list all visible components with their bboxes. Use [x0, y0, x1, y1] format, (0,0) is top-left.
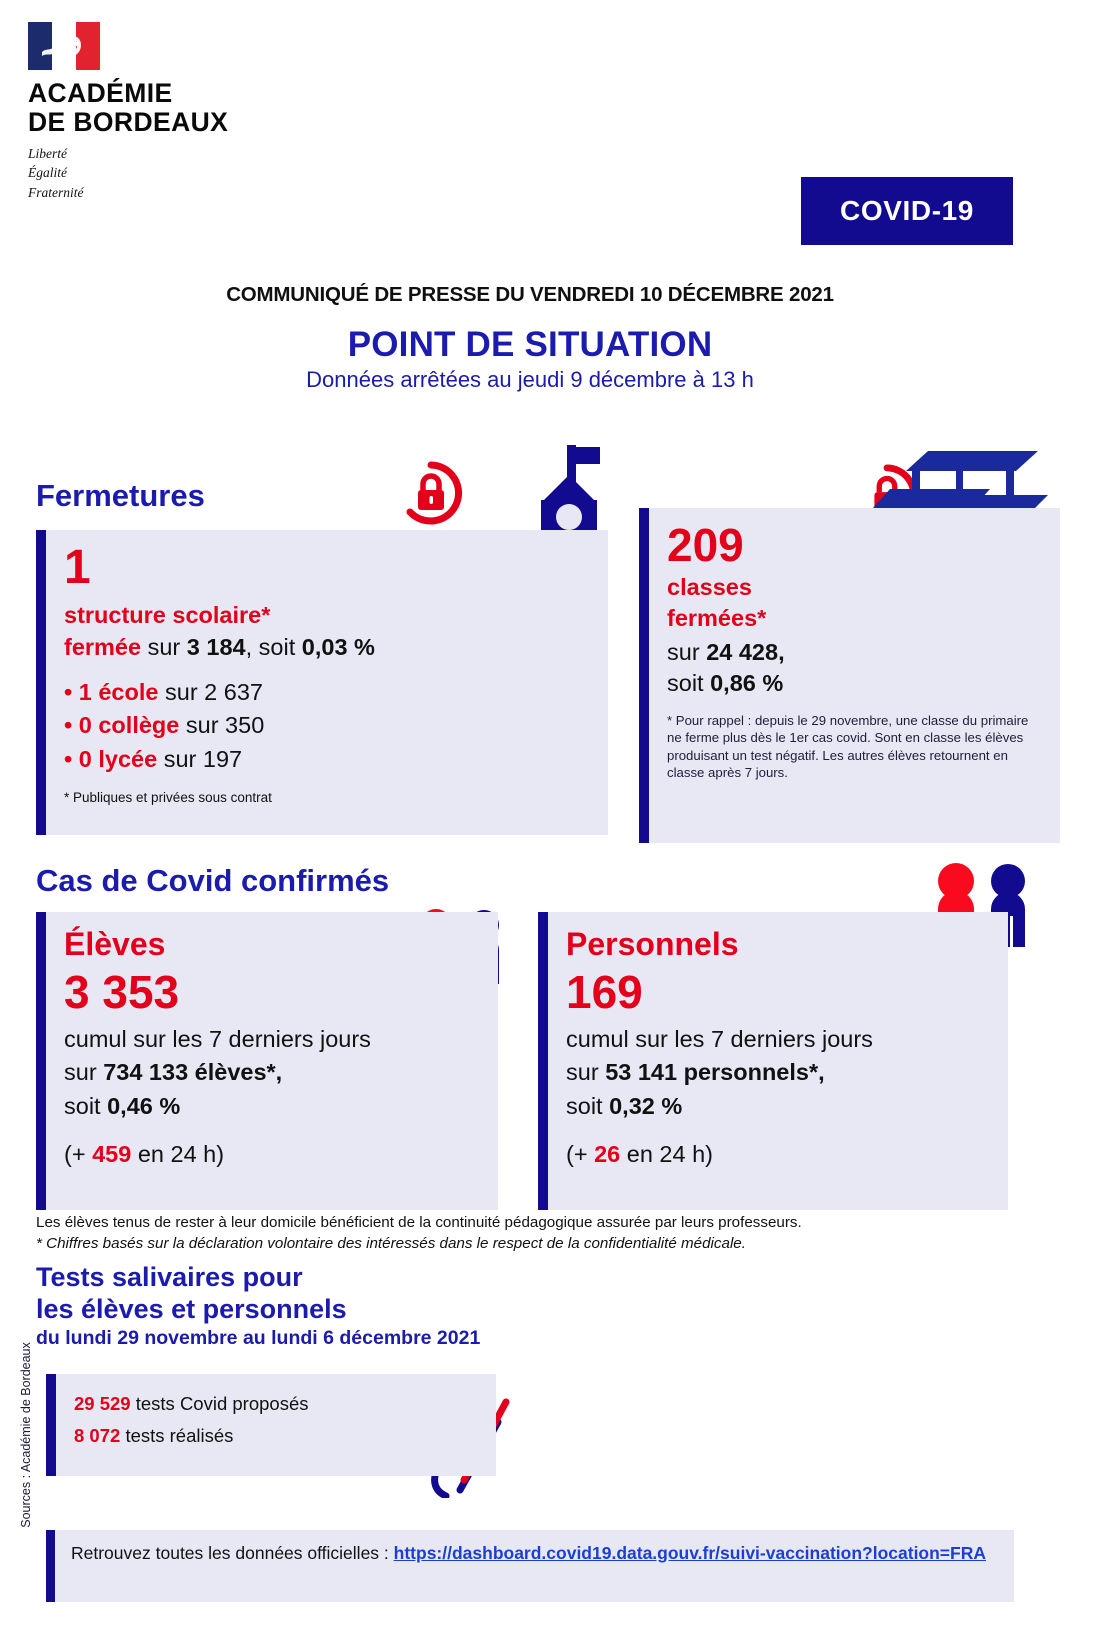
personnels-sur: sur — [566, 1059, 599, 1086]
classes-label-2: fermées* — [667, 605, 767, 632]
academy-name — [28, 79, 228, 136]
breakdown-red-2: 0 lycée — [78, 745, 158, 772]
classes-footnote: * Pour rappel : depuis le 29 novembre, une classe du primaire ne ferme plus dès le 1er cas covid. Sont en classe les élèves produisant un test négatif. Les autres élèves retournent en classe après 7 jours. — [667, 713, 1029, 781]
dashboard-link[interactable]: https://dashboard.covid19.data.gouv.fr/suivi-vaccination?location=FRA — [393, 1543, 986, 1563]
french-flag-marianne-logo — [28, 22, 100, 70]
personnels-delta-open: (+ — [566, 1141, 595, 1168]
motto-liberte: Liberté — [28, 146, 67, 162]
personnels-soit: soit — [566, 1092, 603, 1119]
tests-row-proposes — [74, 1388, 478, 1420]
section-heading-fermetures: Fermetures — [36, 478, 205, 513]
eleves-details — [64, 1023, 480, 1123]
panel-cas-eleves — [36, 912, 498, 1210]
structures-label-1: structure scolaire* — [64, 602, 271, 628]
structures-label-2: fermée — [64, 634, 142, 661]
eleves-percent: 0,46 % — [107, 1092, 181, 1119]
eleves-delta-24h — [64, 1141, 480, 1168]
eleves-sur: sur — [64, 1059, 97, 1086]
classes-total: 24 428, — [706, 638, 785, 665]
covid-19-badge — [801, 177, 1013, 245]
eleves-cumul-line: cumul sur les 7 derniers jours — [64, 1026, 371, 1052]
personnels-delta-rest: en 24 h) — [620, 1141, 713, 1168]
structures-footnote: * Publiques et privées sous contrat — [64, 789, 272, 805]
personnels-percent: 0,32 % — [609, 1092, 683, 1119]
academy-name-line2: DE BORDEAUX — [28, 106, 229, 137]
marianne-silhouette-icon — [28, 22, 100, 70]
official-data-link-bar — [46, 1530, 1014, 1602]
structures-soit: , soit — [245, 634, 296, 661]
list-item: • 0 lycée sur 197 — [64, 745, 243, 772]
panel-classes-fermees — [639, 508, 1060, 843]
personnels-base: 53 141 personnels*, — [605, 1059, 825, 1086]
tests-proposes-value: 29 529 — [74, 1393, 131, 1414]
covid-19-badge-label: COVID-19 — [840, 195, 974, 226]
eleves-delta-rest: en 24 h) — [131, 1141, 225, 1168]
classes-closed-count: 209 — [667, 519, 744, 571]
eleves-base: 734 133 élèves*, — [103, 1059, 283, 1086]
tests-proposes-label: tests Covid proposés — [135, 1393, 309, 1414]
personnels-cumul-line: cumul sur les 7 derniers jours — [566, 1026, 873, 1052]
tests-realises-label: tests réalisés — [125, 1424, 234, 1446]
source-vertical-label: Sources : Académie de Bordeaux — [19, 1342, 33, 1528]
classes-sur: sur — [667, 638, 700, 665]
academy-logo-block — [28, 22, 228, 202]
motto-egalite: Égalité — [28, 165, 67, 181]
footnote-continuite: Les élèves tenus de rester à leur domicile bénéficient de la continuité pédagogique assurée par leurs professeurs. — [36, 1214, 802, 1231]
motto-fraternite: Fraternité — [28, 184, 84, 200]
classes-percent: 0,86 % — [710, 669, 784, 696]
list-item: • 0 collège sur 350 — [64, 712, 265, 739]
eleves-category-label: Élèves — [64, 926, 166, 962]
tests-heading-line1: Tests salivaires pour — [36, 1262, 303, 1292]
tests-realises-value: 8 072 — [74, 1424, 121, 1446]
classes-label-1: classes — [667, 574, 752, 600]
personnels-case-count: 169 — [566, 966, 643, 1018]
footnote-chiffres: * Chiffres basés sur la déclaration volontaire des intéressés dans le respect de la confidentialité médicale. — [36, 1234, 746, 1252]
page-title: POINT DE SITUATION — [347, 325, 713, 364]
structures-description — [64, 599, 590, 664]
page-subtitle: Données arrêtées au jeudi 9 décembre à 13 h — [306, 367, 754, 392]
structures-total: 3 184 — [186, 634, 246, 661]
breakdown-rest-1: sur 350 — [185, 712, 265, 739]
panel-tests-salivaires — [46, 1374, 496, 1476]
classes-description — [667, 572, 1042, 635]
personnels-delta-24h — [566, 1141, 990, 1168]
section-heading-tests-salivaires — [36, 1262, 480, 1350]
tests-heading-line2: les élèves et personnels — [36, 1293, 347, 1324]
structures-sur: sur — [147, 634, 181, 661]
press-release-line: COMMUNIQUÉ DE PRESSE DU VENDREDI 10 DÉCEMBRE 2021 — [226, 283, 834, 306]
panel-cas-personnels — [538, 912, 1008, 1210]
breakdown-red-0: 1 école — [78, 678, 159, 705]
classes-total-line — [667, 637, 1042, 700]
personnels-details — [566, 1023, 990, 1123]
eleves-case-count: 3 353 — [64, 966, 180, 1018]
personnels-delta-value: 26 — [594, 1141, 621, 1168]
tests-row-realises — [74, 1420, 478, 1452]
cas-footnotes — [36, 1213, 1036, 1255]
breakdown-rest-0: sur 2 637 — [165, 678, 263, 705]
personnels-category-label: Personnels — [566, 926, 739, 962]
eleves-delta-value: 459 — [92, 1141, 132, 1168]
academy-name-line1: ACADÉMIE — [28, 78, 173, 108]
tests-heading-period: du lundi 29 novembre au lundi 6 décembre 2021 — [36, 1326, 481, 1349]
classes-soit: soit — [667, 669, 704, 696]
breakdown-red-1: 0 collège — [78, 712, 180, 739]
breakdown-rest-2: sur 197 — [163, 745, 243, 772]
structures-percent: 0,03 % — [301, 634, 375, 661]
list-item: • 1 école sur 2 637 — [64, 678, 263, 705]
eleves-soit: soit — [64, 1092, 101, 1119]
structures-breakdown-list — [64, 676, 590, 776]
structures-closed-count: 1 — [64, 541, 91, 594]
republic-motto — [28, 144, 228, 201]
eleves-delta-open: (+ — [64, 1141, 93, 1168]
link-intro-text: Retrouvez toutes les données officielles : — [71, 1543, 389, 1563]
panel-structures-fermees — [36, 530, 608, 835]
section-heading-cas-covid: Cas de Covid confirmés — [36, 863, 390, 898]
